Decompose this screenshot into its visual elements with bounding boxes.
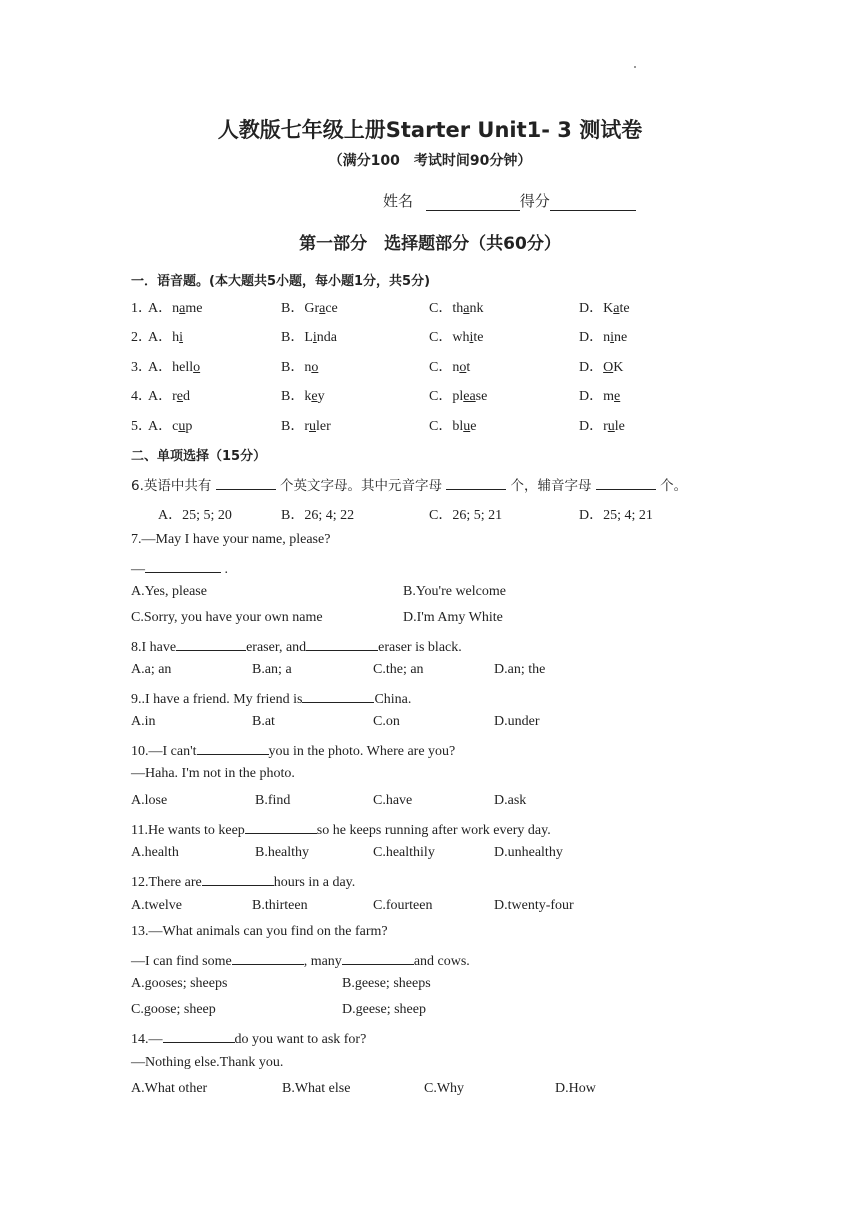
q8-blank-1[interactable] [176, 636, 246, 651]
q12-text-2: hours in a day. [273, 875, 356, 890]
phonetics-question-5 [0, 415, 860, 435]
option-d-pre: m [603, 389, 615, 404]
q10-option-b[interactable]: B.find [255, 793, 291, 808]
q7-period: . [221, 562, 228, 577]
q9-option-d[interactable]: D.under [494, 714, 540, 729]
q8-option-a[interactable]: A.a; an [131, 662, 172, 677]
option-c-letter: C． [429, 389, 453, 404]
option-c-post: t [466, 360, 471, 375]
q7-option-b[interactable]: B.You're welcome [403, 584, 506, 599]
q10-text-1: 10.—I can't [131, 744, 197, 759]
option-a-under: u [178, 419, 186, 434]
option-d-under: i [610, 330, 615, 345]
option-c-post: te [473, 330, 484, 345]
option-d[interactable] [579, 385, 620, 405]
section-two-heading: 二、单项选择（15分） [131, 449, 267, 464]
question-10-stem [131, 740, 455, 760]
option-d-post: le [614, 419, 625, 434]
option-a-letter: A． [148, 330, 173, 345]
q12-text-1: 12.There are [131, 875, 202, 890]
question-8-options [0, 662, 860, 682]
option-b[interactable] [281, 385, 325, 405]
question-11-options [0, 845, 860, 865]
option-c-under: o [459, 360, 467, 375]
option-a-letter: A． [148, 360, 173, 375]
q11-option-a[interactable]: A.health [131, 845, 179, 860]
option-d[interactable] [579, 356, 623, 376]
option-c[interactable] [429, 415, 476, 435]
option-c[interactable] [429, 356, 470, 376]
q8-blank-2[interactable] [306, 636, 378, 651]
option-c-under: i [469, 330, 474, 345]
q10-option-a[interactable]: A.lose [131, 793, 168, 808]
q13-option-b[interactable]: B.geese; sheeps [342, 976, 431, 991]
question-number: 4． [131, 389, 152, 404]
option-b-post: y [317, 389, 325, 404]
option-a-letter: A． [148, 419, 173, 434]
question-13-stem: 13.—What animals can you find on the farm? [131, 924, 388, 939]
option-a-under: i [179, 330, 184, 345]
option-c-post: nk [469, 301, 484, 316]
question-7-options-row-1 [0, 584, 860, 604]
option-a-post: d [183, 389, 191, 404]
q12-blank[interactable] [202, 871, 274, 886]
question-9-options [0, 714, 860, 734]
q6-text-1: 6.英语中共有 [131, 478, 216, 494]
option-c[interactable] [429, 326, 483, 346]
q11-option-b[interactable]: B.healthy [255, 845, 310, 860]
q6-text-2: 个英文字母。其中元音字母 [275, 478, 447, 494]
option-a-pre: r [172, 389, 177, 404]
option-b-under: u [309, 419, 317, 434]
q7-dash: — [131, 562, 145, 577]
q13-blank-2[interactable] [342, 950, 414, 965]
option-a-pre: hell [172, 360, 194, 375]
option-d-letter: D． [579, 360, 604, 375]
question-8-stem [131, 636, 462, 656]
q6-option-a[interactable]: A．25; 5; 20 [158, 508, 232, 523]
option-a-pre: c [172, 419, 179, 434]
option-d-under: e [614, 389, 621, 404]
option-b-pre: L [304, 330, 313, 345]
q6-option-c[interactable]: C．26; 5; 21 [429, 508, 503, 523]
option-d[interactable] [579, 326, 627, 346]
option-b-under: e [311, 389, 318, 404]
option-d-letter: D． [579, 389, 604, 404]
question-number: 3． [131, 360, 152, 375]
option-c-pre: wh [452, 330, 470, 345]
question-14-options [0, 1081, 860, 1101]
option-c[interactable] [429, 385, 487, 405]
phonetics-question-2 [0, 326, 860, 346]
q8-text-1: 8.I have [131, 640, 177, 655]
question-14-reply: —Nothing else.Thank you. [131, 1055, 284, 1070]
q9-text-1: 9..I have a friend. My friend is [131, 692, 303, 707]
q9-blank[interactable] [302, 688, 374, 703]
option-c-letter: C． [429, 419, 453, 434]
option-d[interactable] [579, 415, 625, 435]
option-d-letter: D． [579, 419, 604, 434]
q9-option-c[interactable]: C.on [373, 714, 400, 729]
option-c-under: a [463, 301, 470, 316]
question-7-reply [131, 558, 228, 578]
option-b[interactable] [281, 415, 331, 435]
q13-text-3: and cows. [413, 954, 470, 969]
question-9-stem [131, 688, 411, 708]
question-number: 2． [131, 330, 152, 345]
q12-option-a[interactable]: A.twelve [131, 898, 182, 913]
option-b-letter: B． [281, 389, 305, 404]
option-a-letter: A． [148, 301, 173, 316]
question-12-stem [131, 871, 355, 891]
option-c-pre: th [452, 301, 464, 316]
q8-text-3: eraser is black. [378, 640, 462, 655]
option-d-pre: K [603, 301, 614, 316]
question-13-options-row-2 [0, 1002, 860, 1022]
option-c-pre: pl [452, 389, 464, 404]
q8-option-b[interactable]: B.an; a [252, 662, 292, 677]
q6-option-d[interactable]: D．25; 4; 21 [579, 508, 653, 523]
q13-option-c[interactable]: C.goose; sheep [131, 1002, 216, 1017]
q8-option-d[interactable]: D.an; the [494, 662, 546, 677]
question-14-stem [131, 1028, 366, 1048]
q14-text-1: 14.— [131, 1032, 163, 1047]
option-a-post: me [185, 301, 203, 316]
name-score-line [383, 190, 636, 211]
option-a[interactable] [148, 356, 200, 376]
score-label: 得分 [519, 192, 550, 210]
name-blank[interactable] [426, 194, 520, 211]
option-b-post: nda [316, 330, 338, 345]
page-title: 人教版七年级上册Starter Unit1- 3 测试卷 [217, 118, 643, 142]
name-label: 姓名 [383, 192, 414, 210]
option-c-letter: C． [429, 301, 453, 316]
option-b-post: ler [316, 419, 331, 434]
question-10-options [0, 793, 860, 813]
option-c-pre: n [452, 360, 460, 375]
option-b[interactable] [281, 297, 338, 317]
option-b-letter: B． [281, 301, 305, 316]
option-c-letter: C． [429, 360, 453, 375]
option-a[interactable] [148, 297, 202, 317]
q13-text-2: , many [303, 954, 342, 969]
option-d-post: ne [614, 330, 628, 345]
option-b[interactable] [281, 356, 318, 376]
option-c[interactable] [429, 297, 483, 317]
phonetics-question-1 [0, 297, 860, 317]
q7-option-c[interactable]: C.Sorry, you have your own name [131, 610, 323, 625]
option-c-pre: bl [452, 419, 464, 434]
q6-blank-3[interactable] [596, 475, 656, 490]
q6-blank-2[interactable] [446, 475, 506, 490]
q14-text-2: do you want to ask for? [234, 1032, 367, 1047]
q10-option-d[interactable]: D.ask [494, 793, 527, 808]
question-13-reply [131, 950, 470, 970]
option-b-pre: Gr [304, 301, 320, 316]
option-a-pre: h [172, 330, 180, 345]
q12-option-d[interactable]: D.twenty-four [494, 898, 574, 913]
q14-option-a[interactable]: A.What other [131, 1081, 208, 1096]
q10-text-2: you in the photo. Where are you? [268, 744, 456, 759]
q9-option-a[interactable]: A.in [131, 714, 156, 729]
option-b-under: a [319, 301, 326, 316]
q8-option-c[interactable]: C.the; an [373, 662, 424, 677]
option-a-under: o [193, 360, 201, 375]
option-d-under: O [603, 360, 614, 375]
page-subtitle: （满分100 考试时间90分钟） [328, 153, 532, 169]
q6-option-b[interactable]: B．26; 4; 22 [281, 508, 355, 523]
option-b-pre: k [304, 389, 312, 404]
option-b-pre: r [304, 419, 310, 434]
option-a-post: p [185, 419, 193, 434]
q9-text-2: China. [374, 692, 412, 707]
q13-option-a[interactable]: A.gooses; sheeps [131, 976, 228, 991]
option-c-under: ea [463, 389, 476, 404]
question-12-options [0, 898, 860, 918]
option-c-under: u [463, 419, 471, 434]
section-one-heading: 一．语音题。(本大题共5小题，每小题1分，共5分) [131, 274, 431, 289]
question-number: 1． [131, 301, 152, 316]
option-d-pre: r [603, 419, 608, 434]
option-a-letter: A． [148, 389, 173, 404]
option-a-pre: n [172, 301, 180, 316]
option-d-post: te [619, 301, 630, 316]
q13-option-d[interactable]: D.geese; sheep [342, 1002, 426, 1017]
q6-blank-1[interactable] [216, 475, 276, 490]
q11-text-1: 11.He wants to keep [131, 823, 245, 838]
q11-option-c[interactable]: C.healthily [373, 845, 435, 860]
q11-option-d[interactable]: D.unhealthy [494, 845, 563, 860]
question-6-options [0, 504, 860, 524]
option-a[interactable] [148, 385, 190, 405]
phonetics-question-3 [0, 356, 860, 376]
option-d-post: K [613, 360, 624, 375]
q11-text-2: so he keeps running after work every day. [316, 823, 551, 838]
option-c-post: se [475, 389, 488, 404]
question-11-stem [131, 819, 551, 839]
q14-option-d[interactable]: D.How [555, 1081, 596, 1096]
question-7-options-row-2 [0, 610, 860, 630]
option-c-letter: C． [429, 330, 453, 345]
option-d[interactable] [579, 297, 630, 317]
q9-option-b[interactable]: B.at [252, 714, 275, 729]
option-b-letter: B． [281, 360, 305, 375]
option-b-post: ce [325, 301, 338, 316]
question-13-options-row-1 [0, 976, 860, 996]
phonetics-question-4 [0, 385, 860, 405]
option-b-under: o [311, 360, 319, 375]
option-d-letter: D． [579, 330, 604, 345]
question-number: 5． [131, 419, 152, 434]
q10-blank[interactable] [197, 740, 269, 755]
part-one-title: 第一部分 选择题部分（共60分） [299, 234, 561, 254]
option-d-letter: D． [579, 301, 604, 316]
q7-option-d[interactable]: D.I'm Amy White [403, 610, 503, 625]
page-mark [634, 66, 636, 68]
option-b[interactable] [281, 326, 337, 346]
q12-option-b[interactable]: B.thirteen [252, 898, 308, 913]
option-a-under: e [176, 389, 184, 404]
option-a[interactable] [148, 326, 183, 346]
q6-text-4: 个。 [655, 478, 688, 494]
q13-blank-1[interactable] [232, 950, 304, 965]
option-b-pre: n [304, 360, 312, 375]
option-a[interactable] [148, 415, 192, 435]
option-a-under: a [179, 301, 186, 316]
option-b-under: i [312, 330, 317, 345]
q14-option-c[interactable]: C.Why [424, 1081, 465, 1096]
q14-option-b[interactable]: B.What else [282, 1081, 351, 1096]
q7-blank[interactable] [145, 558, 221, 573]
option-c-post: e [470, 419, 477, 434]
q11-blank[interactable] [245, 819, 317, 834]
q10-option-c[interactable]: C.have [373, 793, 413, 808]
q7-option-a[interactable]: A.Yes, please [131, 584, 207, 599]
option-b-letter: B． [281, 419, 305, 434]
option-b-letter: B． [281, 330, 305, 345]
q12-option-c[interactable]: C.fourteen [373, 898, 433, 913]
question-7-stem: 7.—May I have your name, please? [131, 532, 331, 547]
q14-blank[interactable] [163, 1028, 235, 1043]
option-d-under: a [613, 301, 620, 316]
question-6-stem [131, 474, 687, 494]
q13-text-1: —I can find some [131, 954, 232, 969]
question-10-reply: —Haha. I'm not in the photo. [131, 766, 295, 781]
option-d-pre: n [603, 330, 611, 345]
option-d-under: u [607, 419, 615, 434]
q8-text-2: eraser, and [246, 640, 307, 655]
score-blank[interactable] [550, 194, 636, 211]
q6-text-3: 个，辅音字母 [506, 478, 596, 494]
